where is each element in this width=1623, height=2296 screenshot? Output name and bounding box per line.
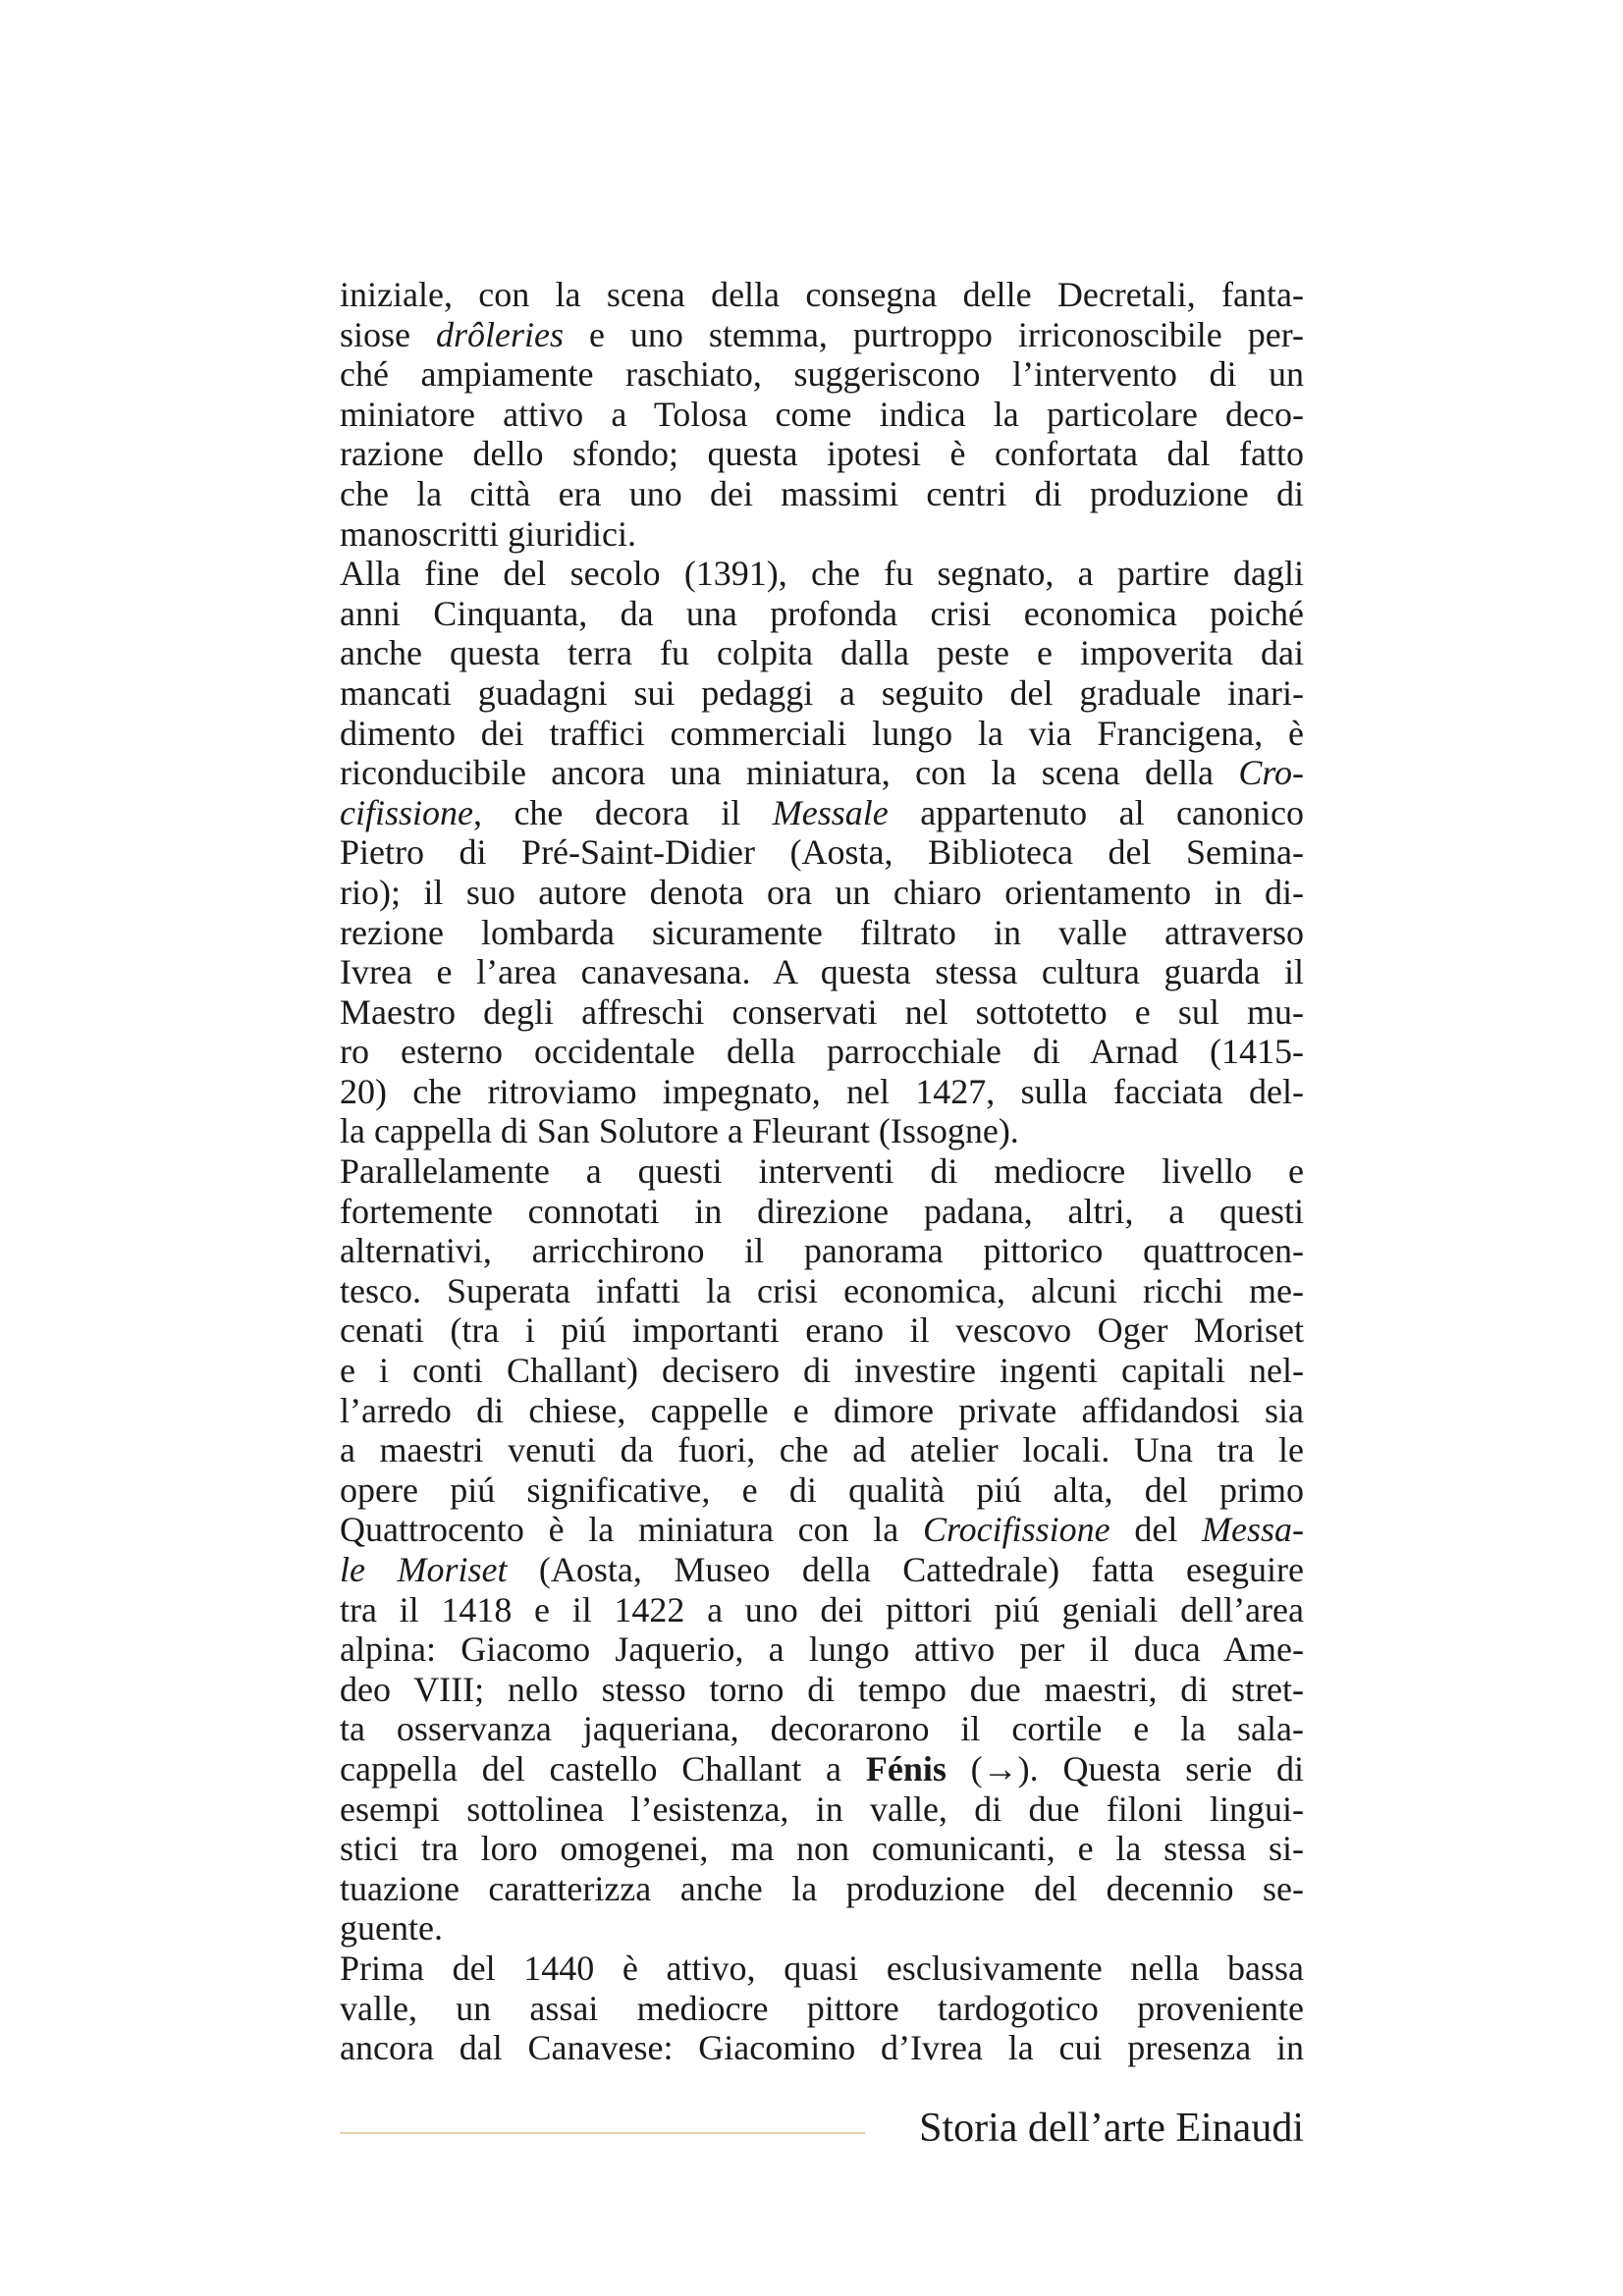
text-line: [340, 514, 1304, 555]
text-run: 20) che ritroviamo impegnato, nel 1427, sulla facciata del-: [340, 1071, 1304, 1111]
italic-title: drôleries: [435, 314, 564, 354]
body-text: [340, 275, 1304, 2068]
text-run: alpina: Giacomo Jaquerio, a lungo attivo per il duca Ame-: [340, 1629, 1304, 1670]
text-line: [340, 1391, 1304, 1431]
text-line: [340, 1629, 1304, 1670]
text-run: la cappella di San Solutore a Fleurant (Issogne).: [340, 1111, 1019, 1151]
text-run: riconducibile ancora una miniatura, con la scena della: [340, 753, 1239, 793]
text-line: [340, 952, 1304, 992]
text-run: che la città era uno dei massimi centri di produzione di: [340, 473, 1304, 513]
text-run: Prima del 1440 è attivo, quasi esclusivamente nella bassa: [340, 1948, 1304, 1988]
footer-rule: [340, 2132, 865, 2134]
text-line: [340, 554, 1304, 594]
text-line: [340, 1111, 1304, 1151]
page-footer: [340, 2099, 1304, 2158]
text-run: tesco. Superata infatti la crisi economica, alcuni ricchi me-: [340, 1270, 1304, 1310]
italic-title: Messale: [772, 792, 889, 832]
text-run: tra il 1418 e il 1422 a uno dei pittori piú geniali dell’area: [340, 1589, 1304, 1629]
text-run: a maestri venuti da fuori, che ad atelier locali. Una tra le: [340, 1430, 1304, 1470]
text-line: [340, 434, 1304, 474]
paragraph: [340, 275, 1304, 554]
text-run: ta osservanza jaqueriana, decorarono il cortile e la sala-: [340, 1709, 1304, 1749]
text-run: , che decora il: [472, 792, 773, 832]
paragraph: [340, 554, 1304, 1151]
text-line: [340, 992, 1304, 1033]
text-run: anche questa terra fu colpita dalla peste e impoverita dai: [340, 633, 1304, 673]
text-run: e uno stemma, purtroppo irriconoscibile per-: [563, 314, 1304, 354]
text-run: miniatore attivo a Tolosa come indica la particolare deco-: [340, 394, 1304, 434]
paragraph: [340, 1151, 1304, 1949]
text-line: [340, 633, 1304, 673]
paragraph: [340, 1949, 1304, 2068]
text-run: guente.: [340, 1908, 443, 1949]
text-line: [340, 714, 1304, 754]
text-line: [340, 315, 1304, 355]
text-run: (Aosta, Museo della Cattedrale) fatta eseguire: [507, 1550, 1304, 1589]
text-line: [340, 354, 1304, 395]
text-run: tuazione caratterizza anche la produzione del decennio se-: [340, 1868, 1304, 1908]
text-run: Parallelamente a questi interventi di mediocre livello e: [340, 1151, 1304, 1192]
text-run: iniziale, con la scena della consegna delle Decretali, fanta-: [340, 275, 1304, 314]
text-line: [340, 1869, 1304, 1909]
text-line: [340, 1908, 1304, 1949]
text-line: [340, 1151, 1304, 1192]
text-line: [340, 1271, 1304, 1311]
italic-title: Cro-: [1238, 753, 1304, 793]
text-run: alternativi, arricchirono il panorama pittorico quattrocen-: [340, 1231, 1304, 1271]
footer-series-title: Storia dell’arte Einaudi: [919, 2106, 1304, 2151]
text-run: manoscritti giuridici.: [340, 513, 636, 554]
text-run: rio); il suo autore denota ora un chiaro orientamento in di-: [340, 872, 1304, 912]
text-line: [340, 1829, 1304, 1869]
text-run: l’arredo di chiese, cappelle e dimore private affidandosi sia: [340, 1390, 1304, 1430]
text-line: [340, 2028, 1304, 2068]
text-line: [340, 1430, 1304, 1470]
text-line: [340, 1590, 1304, 1630]
text-run: mancati guadagni sui pedaggi a seguito del graduale inari-: [340, 672, 1304, 713]
text-line: [340, 1670, 1304, 1710]
text-line: [340, 1949, 1304, 1989]
text-line: [340, 594, 1304, 634]
text-run: Maestro degli affreschi conservati nel sottotetto e sul mu-: [340, 991, 1304, 1032]
text-line: [340, 474, 1304, 514]
text-run: siose: [340, 314, 436, 354]
text-line: [340, 913, 1304, 953]
text-line: [340, 1231, 1304, 1271]
text-line: [340, 1032, 1304, 1072]
text-line: [340, 793, 1304, 833]
text-run: ancora dal Canavese: Giacomino d’Ivrea la cui presenza in: [340, 2028, 1304, 2068]
text-line: [340, 832, 1304, 873]
text-line: [340, 1789, 1304, 1830]
text-run: anni Cinquanta, da una profonda crisi economica poiché: [340, 593, 1304, 633]
text-run: ché ampiamente raschiato, suggeriscono l’intervento di un: [340, 354, 1304, 395]
text-run: Pietro di Pré-Saint-Didier (Aosta, Biblioteca del Semina-: [340, 832, 1304, 873]
text-run: Quattrocento è la miniatura con la: [340, 1510, 923, 1550]
italic-title: Crocifissione: [922, 1510, 1110, 1550]
text-line: [340, 1749, 1304, 1789]
text-run: stici tra loro omogenei, ma non comunicanti, e la stessa si-: [340, 1829, 1304, 1869]
text-run: del: [1109, 1510, 1203, 1550]
text-line: [340, 1470, 1304, 1511]
text-run: appartenuto al canonico: [888, 792, 1304, 832]
text-line: [340, 673, 1304, 714]
text-line: [340, 1310, 1304, 1351]
text-line: [340, 1550, 1304, 1590]
text-line: [340, 1510, 1304, 1550]
text-run: razione dello sfondo; questa ipotesi è confortata dal fatto: [340, 434, 1304, 474]
text-line: [340, 1989, 1304, 2029]
text-run: Alla fine del secolo (1391), che fu segnato, a partire dagli: [340, 554, 1304, 594]
text-run: cappella del castello Challant a: [340, 1748, 866, 1789]
text-run: Ivrea e l’area canavesana. A questa stessa cultura guarda il: [340, 952, 1304, 992]
text-line: [340, 395, 1304, 435]
italic-title: le Moriset: [340, 1550, 508, 1589]
text-line: [340, 1351, 1304, 1391]
text-line: [340, 1709, 1304, 1749]
text-run: deo VIII; nello stesso torno di tempo due maestri, di stret-: [340, 1669, 1304, 1709]
bold-place-name: Fénis: [865, 1748, 947, 1789]
text-line: [340, 873, 1304, 913]
italic-title: Messa-: [1202, 1510, 1304, 1550]
text-line: [340, 1192, 1304, 1232]
text-run: (→). Questa serie di: [946, 1748, 1304, 1789]
text-line: [340, 753, 1304, 793]
text-run: valle, un assai mediocre pittore tardogotico proveniente: [340, 1988, 1304, 2028]
text-run: e i conti Challant) decisero di investire ingenti capitali nel-: [340, 1351, 1304, 1391]
text-run: fortemente connotati in direzione padana, altri, a questi: [340, 1191, 1304, 1231]
italic-title: cifissione: [340, 792, 473, 832]
text-run: opere piú significative, e di qualità piú alta, del primo: [340, 1469, 1304, 1510]
text-run: ro esterno occidentale della parrocchiale di Arnad (1415-: [340, 1032, 1304, 1072]
text-run: dimento dei traffici commerciali lungo la via Francigena, è: [340, 713, 1304, 753]
text-line: [340, 275, 1304, 315]
text-run: rezione lombarda sicuramente filtrato in valle attraverso: [340, 912, 1304, 952]
text-line: [340, 1072, 1304, 1112]
text-run: esempi sottolinea l’esistenza, in valle, di due filoni lingui-: [340, 1789, 1304, 1829]
text-run: cenati (tra i piú importanti erano il vescovo Oger Moriset: [340, 1310, 1304, 1351]
